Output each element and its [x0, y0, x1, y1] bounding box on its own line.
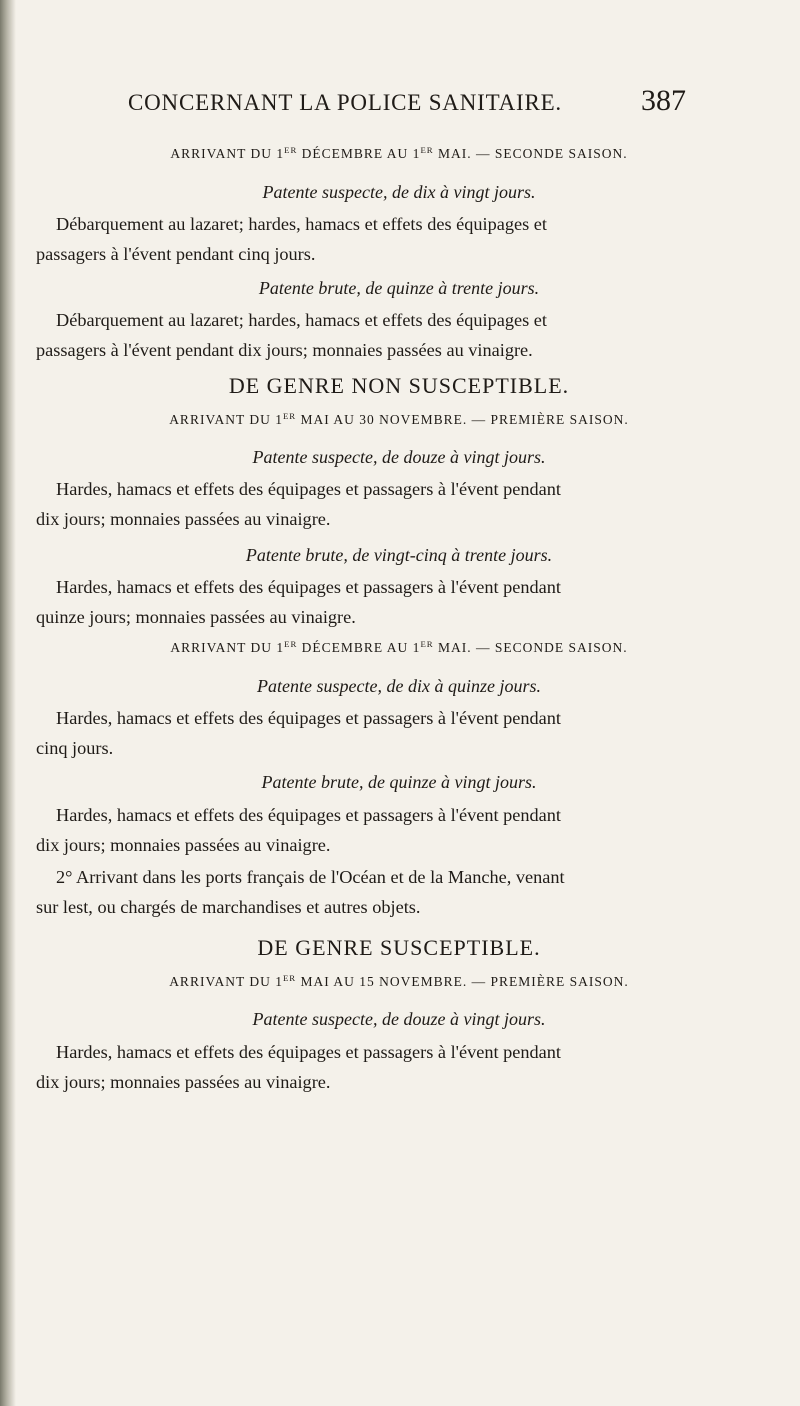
- regulation-paragraph: Hardes, hamacs et effets des équipages et passagers à l'évent pendant cinq jours.: [36, 708, 561, 758]
- regulation-paragraph: Hardes, hamacs et effets des équipages et passagers à l'évent pendant quinze jours; monnaies passées au vinaigre.: [36, 577, 561, 627]
- running-head: [128, 84, 686, 124]
- regulation-paragraph: Débarquement au lazaret; hardes, hamacs et effets des équipages et passagers à l'évent pendant cinq jours.: [36, 214, 547, 264]
- section-heading: DE GENRE NON SUSCEPTIBLE.: [228, 373, 570, 398]
- page-number: 387: [641, 84, 686, 117]
- patente-heading: Patente suspecte, de douze à vingt jours.: [252, 1009, 546, 1029]
- regulation-paragraph: Débarquement au lazaret; hardes, hamacs et effets des équipages et passagers à l'évent pendant dix jours; monnaies passées au vinaigre.: [36, 310, 547, 360]
- numbered-paragraph: 2° Arrivant dans les ports français de l'Océan et de la Manche, venant sur lest, ou chargés de marchandises et autres objets.: [36, 867, 565, 917]
- regulation-paragraph: Hardes, hamacs et effets des équipages et passagers à l'évent pendant dix jours; monnaies passées au vinaigre.: [36, 805, 561, 855]
- regulation-paragraph: Hardes, hamacs et effets des équipages et passagers à l'évent pendant dix jours; monnaies passées au vinaigre.: [36, 1042, 561, 1092]
- regulation-paragraph: Hardes, hamacs et effets des équipages et passagers à l'évent pendant dix jours; monnaies passées au vinaigre.: [36, 479, 561, 529]
- patente-heading: Patente brute, de vingt-cinq à trente jours.: [245, 545, 553, 565]
- season-subhead: ARRIVANT DU 1ER DÉCEMBRE AU 1ER MAI. — SECONDE SAISON.: [170, 145, 628, 161]
- patente-heading: Patente brute, de quinze à vingt jours.: [261, 772, 537, 792]
- patente-heading: Patente suspecte, de dix à quinze jours.: [257, 676, 541, 696]
- section-heading: DE GENRE SUSCEPTIBLE.: [257, 935, 541, 960]
- season-subhead: ARRIVANT DU 1ER DÉCEMBRE AU 1ER MAI. — SECONDE SAISON.: [170, 639, 628, 655]
- running-title: CONCERNANT LA POLICE SANITAIRE.: [128, 90, 562, 115]
- season-subhead: ARRIVANT DU 1ER MAI AU 30 NOVEMBRE. — PREMIÈRE SAISON.: [169, 411, 629, 427]
- patente-heading: Patente suspecte, de dix à vingt jours.: [262, 182, 536, 202]
- patente-heading: Patente suspecte, de douze à vingt jours.: [252, 447, 546, 467]
- season-subhead: ARRIVANT DU 1ER MAI AU 15 NOVEMBRE. — PREMIÈRE SAISON.: [169, 973, 629, 989]
- patente-heading: Patente brute, de quinze à trente jours.: [258, 278, 540, 298]
